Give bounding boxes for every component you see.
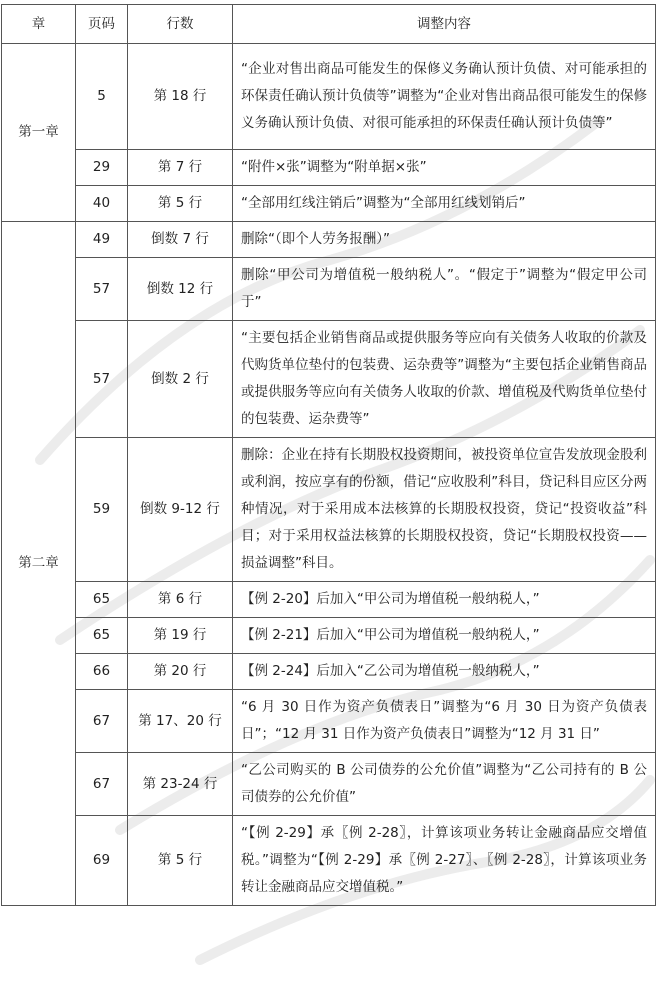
table-row xyxy=(2,186,656,222)
table-row xyxy=(2,690,656,753)
content-cell: “【例 2-29】承〖例 2-28〗，计算该项业务转让金融商品应交增值税。”调整为“【例 2-29】承〖例 2-27〗、〖例 2-28〗，计算该项业务转让金融商品应交增值税。” xyxy=(233,816,656,906)
page-cell: 66 xyxy=(76,654,128,690)
content-cell: 删除“甲公司为增值税一般纳税人”。“假定于”调整为“假定甲公司于” xyxy=(233,258,656,321)
table-row xyxy=(2,258,656,321)
page-cell: 40 xyxy=(76,186,128,222)
page-cell: 29 xyxy=(76,150,128,186)
table-row xyxy=(2,150,656,186)
table-row xyxy=(2,438,656,582)
header-line: 行数 xyxy=(128,5,233,44)
content-cell: 【例 2-24】后加入“乙公司为增值税一般纳税人，” xyxy=(233,654,656,690)
line-cell: 倒数 2 行 xyxy=(128,321,233,438)
content-cell: “全部用红线注销后”调整为“全部用红线划销后” xyxy=(233,186,656,222)
header-page: 页码 xyxy=(76,5,128,44)
table-row xyxy=(2,44,656,150)
content-cell: “6 月 30 日作为资产负债表日”调整为“6 月 30 日为资产负债表日”；“12 月 31 日作为资产负债表日”调整为“12 月 31 日” xyxy=(233,690,656,753)
table-row xyxy=(2,321,656,438)
line-cell: 第 20 行 xyxy=(128,654,233,690)
page-cell: 57 xyxy=(76,258,128,321)
table-row xyxy=(2,582,656,618)
page-cell: 69 xyxy=(76,816,128,906)
line-cell: 第 17、20 行 xyxy=(128,690,233,753)
content-cell: 【例 2-20】后加入“甲公司为增值税一般纳税人，” xyxy=(233,582,656,618)
line-cell: 倒数 7 行 xyxy=(128,222,233,258)
page-cell: 5 xyxy=(76,44,128,150)
content-cell: “乙公司购买的 B 公司债券的公允价值”调整为“乙公司持有的 B 公司债券的公允价值” xyxy=(233,753,656,816)
chapter-cell: 第一章 xyxy=(2,44,76,222)
line-cell: 第 19 行 xyxy=(128,618,233,654)
page-cell: 67 xyxy=(76,690,128,753)
page-cell: 49 xyxy=(76,222,128,258)
content-cell: 删除“（即个人劳务报酬）” xyxy=(233,222,656,258)
table-row xyxy=(2,222,656,258)
page-cell: 67 xyxy=(76,753,128,816)
page-cell: 65 xyxy=(76,618,128,654)
content-cell: “附件×张”调整为“附单据×张” xyxy=(233,150,656,186)
page-cell: 65 xyxy=(76,582,128,618)
line-cell: 第 23-24 行 xyxy=(128,753,233,816)
content-cell: “主要包括企业销售商品或提供服务等应向有关债务人收取的价款及代购货单位垫付的包装费、运杂费等”调整为“主要包括企业销售商品或提供服务等应向有关债务人收取的价款、增值税及代购货单位垫付的包装费、运杂费等” xyxy=(233,321,656,438)
header-row xyxy=(2,5,656,44)
line-cell: 第 6 行 xyxy=(128,582,233,618)
line-cell: 倒数 9-12 行 xyxy=(128,438,233,582)
line-cell: 第 5 行 xyxy=(128,186,233,222)
page-cell: 57 xyxy=(76,321,128,438)
line-cell: 第 5 行 xyxy=(128,816,233,906)
content-cell: “企业对售出商品可能发生的保修义务确认预计负债、对可能承担的环保责任确认预计负债等”调整为“企业对售出商品很可能发生的保修义务确认预计负债、对很可能承担的环保责任确认预计负债等” xyxy=(233,44,656,150)
content-cell: 删除：企业在持有长期股权投资期间，被投资单位宣告发放现金股利或利润，按应享有的份额，借记“应收股利”科目，贷记科目应区分两种情况，对于采用成本法核算的长期股权投资，贷记“投资收益”科目；对于采用权益法核算的长期股权投资，贷记“长期股权投资——损益调整”科目。 xyxy=(233,438,656,582)
line-cell: 第 18 行 xyxy=(128,44,233,150)
content-cell: 【例 2-21】后加入“甲公司为增值税一般纳税人，” xyxy=(233,618,656,654)
table-row xyxy=(2,618,656,654)
line-cell: 倒数 12 行 xyxy=(128,258,233,321)
header-content: 调整内容 xyxy=(233,5,656,44)
header-chapter: 章 xyxy=(2,5,76,44)
page-cell: 59 xyxy=(76,438,128,582)
errata-table xyxy=(1,4,656,906)
table-row xyxy=(2,753,656,816)
chapter-cell: 第二章 xyxy=(2,222,76,906)
line-cell: 第 7 行 xyxy=(128,150,233,186)
table-row xyxy=(2,654,656,690)
table-row xyxy=(2,816,656,906)
